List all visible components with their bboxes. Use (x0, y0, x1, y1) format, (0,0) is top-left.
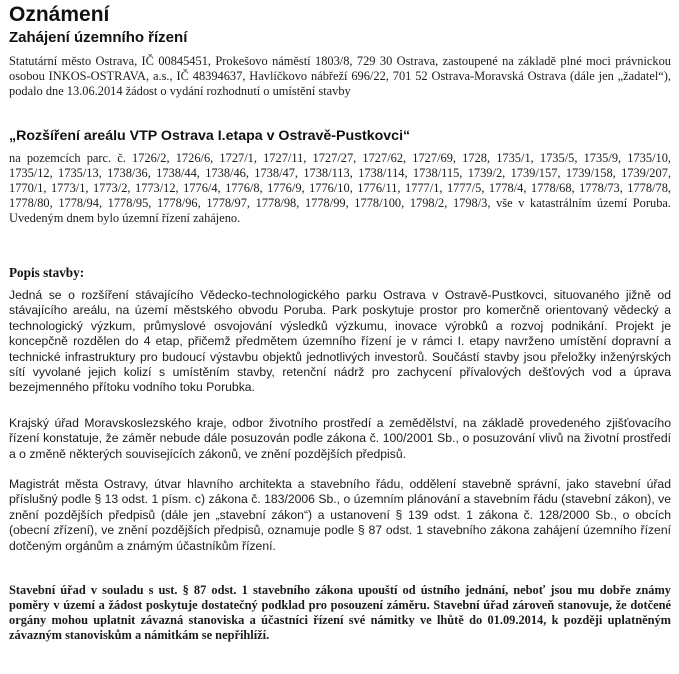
section-heading: Popis stavby: (9, 265, 85, 280)
final-notice-paragraph: Stavební úřad v souladu s ust. § 87 odst. 1 stavebního zákona upouští od ústního jednání, neboť jsou mu dobře známy poměry v území a žádost poskytuje dostatečný podklad pro posouzení záměru. Stavební úřad zároveň stanovuje, že dotčené orgány mohou uplatnit závazná stanoviska a účastníci řízení své námitky ve lhůtě do 01.09.2014, k později uplatněným závazným stanoviskům a námitkám se nepřihlíží. (9, 583, 671, 642)
parcels-paragraph: na pozemcích parc. č. 1726/2, 1726/6, 1727/1, 1727/11, 1727/27, 1727/62, 1727/69, 1728, 1735/1, 1735/5, 1735/9, 1735/10, 1735/12, 1735/13, 1738/36, 1738/44, 1738/46, 1738/47, 1738/113, 1738/114, 1738/115, 1739/2, 1739/157, 1739/158, 1739/207, 1770/1, 1773/1, 1773/2, 1773/12, 1776/4, 1776/8, 1776/9, 1776/10, 1776/11, 1777/1, 1777/5, 1778/4, 1778/68, 1778/73, 1778/78, 1778/80, 1778/94, 1778/95, 1778/96, 1778/97, 1778/98, 1778/99, 1778/100, 1798/2, 1798/3, vše v katastrálním území Poruba. Uvedeným dnem bylo územní řízení zahájeno. (9, 151, 671, 225)
document-title: Oznámení (9, 3, 110, 26)
project-name: „Rozšíření areálu VTP Ostrava I.etapa v Ostravě-Pustkovci“ (9, 128, 411, 144)
document-subtitle: Zahájení územního řízení (9, 29, 188, 46)
description-paragraph: Jedná se o rozšíření stávajícího Vědecko-technologického parku Ostrava v Ostravě-Pustkovci, situovaného jižně od stávajícího areálu, na území městského obvodu Poruba. Park poskytuje prostor pro komerčně orientovaný vědecký a technologický výzkum, průmyslové osvojování výsledků výzkumu, inovace výrobků a rozvoj podnikání. Projekt je koncepčně rozdělen do 4 etap, přičemž předmětem územního řízení je v rámci I. etapy navrženo umístění dopravní a technické infrastruktury pro budoucí výstavbu objektů jednotlivých investorů. Součástí stavby jsou přeložky inženýrských sítí vyvolané jejich kolizí s umístěním stavby, retenční nádrž pro zachycení přívalových dešťových vod a úprava bezejmenného přítoku vodního toku Porubka. (9, 288, 671, 395)
intro-paragraph: Statutární město Ostrava, IČ 00845451, Prokešovo náměstí 1803/8, 729 30 Ostrava, zastoupené na základě plné moci právnickou osobou INKOS-OSTRAVA, a.s., IČ 48394637, Havlíčkovo nábřeží 696/22, 701 52 Ostrava-Moravská Ostrava (dále jen „žadatel“), podalo dne 13.06.2014 žádost o vydání rozhodnutí o umístění stavby (9, 54, 671, 98)
municipal-office-paragraph: Magistrát města Ostravy, útvar hlavního architekta a stavebního řádu, oddělení stavebně správní, jako stavební úřad příslušný podle § 13 odst. 1 písm. c) zákona č. 183/2006 Sb., o územním plánování a stavebním řádu (stavební zákon), ve znění pozdějších předpisů (dále jen „stavební zákon“) a ustanovení § 139 odst. 1 zákona č. 128/2000 Sb., o obcích (obecní zřízení), ve znění pozdějších předpisů, oznamuje podle § 87 odst. 1 stavebního zákona zahájení územního řízení dotčeným orgánům a známým účastníkům řízení. (9, 477, 671, 553)
regional-office-paragraph: Krajský úřad Moravskoslezského kraje, odbor životního prostředí a zemědělství, na základě provedeného zjišťovacího řízení konstatuje, že záměr nebude dále posuzován podle zákona č. 100/2001 Sb., o posuzování vlivů na životní prostředí a o změně některých souvisejících zákonů, ve znění pozdějších předpisů. (9, 416, 671, 461)
